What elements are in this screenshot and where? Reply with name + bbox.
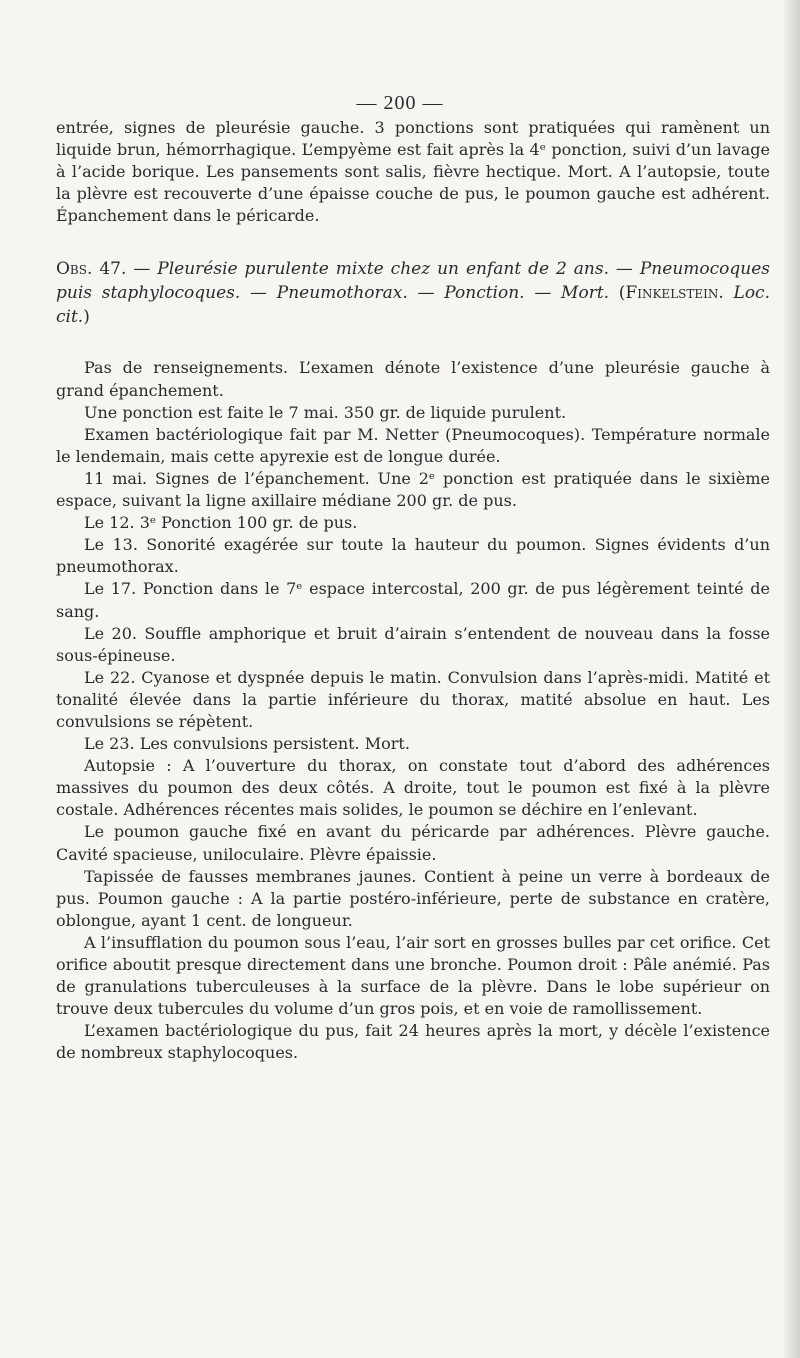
body-paragraph: 11 mai. Signes de l’épanchement. Une 2ᵉ ponction est pratiquée dans le sixième espace, suivant la ligne axillaire médiane 200 gr. de pus. — [56, 468, 770, 511]
body-paragraph: Le 12. 3ᵉ Ponction 100 gr. de pus. — [84, 513, 358, 533]
body-paragraph: Une ponction est faite le 7 mai. 350 gr. de liquide purulent. — [84, 402, 567, 422]
body-paragraph: Tapissée de fausses membranes jaunes. Contient à peine un verre à bordeaux de pus. Poumon gauche : A la partie postéro-inférieure, perte de substance en cratère, oblongue, ayant 1 cent. de longueur. — [56, 866, 770, 930]
body-paragraph: L’examen bactériologique du pus, fait 24 heures après la mort, y décèle l’existence de nombreux staphylocoques. — [56, 1021, 770, 1063]
body-paragraph: Le 23. Les convulsions persistent. Mort. — [84, 734, 410, 754]
body-paragraph: Le poumon gauche fixé en avant du péricarde par adhérences. Plèvre gauche. Cavité spacieuse, uniloculaire. Plèvre épaissie. — [56, 822, 770, 864]
observation-heading — [56, 257, 770, 329]
body-paragraph: Pas de renseignements. L’examen dénote l’existence d’une pleurésie gauche à grand épanchement. — [56, 358, 770, 400]
observation-reference: Loc. cit. — [56, 283, 770, 328]
body-paragraph: Le 20. Souffle amphorique et bruit d’airain s’entendent de nouveau dans la fosse sous-épineuse. — [56, 623, 770, 665]
body-paragraph: Le 13. Sonorité exagérée sur toute la hauteur du poumon. Signes évidents d’un pneumothorax. — [56, 535, 770, 577]
observation-title: — Pleurésie purulente mixte chez un enfant de 2 ans. — Pneumocoques puis staphylocoques. — Pneumothorax. — Ponction. — Mort. — [56, 259, 770, 304]
body-paragraph: Le 22. Cyanose et dyspnée depuis le matin. Convulsion dans l’après-midi. Matité et tonalité élevée dans la partie inférieure du thorax, matité absolue en haut. Les convulsions se répètent. — [56, 667, 770, 731]
observation-close: ) — [83, 307, 90, 328]
body-paragraph: A l’insufflation du poumon sous l’eau, l’air sort en grosses bulles par cet orifice. Cet orifice aboutit presque directement dans une bronche. Poumon droit : Pâle anémié. Pas de granulations tuberculeuses à la surface de la plèvre. Dans le lobe supérieur on trouve deux tubercules du volume d’un gros pois, et en voie de ramollissement. — [56, 932, 770, 1019]
page-number: — 200 — — [356, 92, 444, 114]
observation-label: Obs. 47. — [56, 259, 127, 280]
paragraph-intro: entrée, signes de pleurésie gauche. 3 ponctions sont pratiquées qui ramènent un liquide brun, hémorrhagique. L’empyème est fait après la 4ᵉ ponction, suivi d’un lavage à l’acide borique. Les pansements sont salis, fièvre hectique. Mort. A l’autopsie, toute la plèvre est recouverte d’une épaisse couche de pus, le poumon gauche est adhérent. Épanchement dans le péricarde. — [56, 118, 770, 226]
body-paragraph: Autopsie : A l’ouverture du thorax, on constate tout d’abord des adhérences massives du poumon des deux côtés. A droite, tout le poumon est fixé à la plèvre costale. Adhérences récentes mais solides, le poumon se déchire en l’enlevant. — [56, 756, 770, 820]
page-text — [56, 92, 770, 1064]
body-paragraph: Le 17. Ponction dans le 7ᵉ espace intercostal, 200 gr. de pus légèrement teinté de sang. — [56, 579, 770, 621]
body-paragraph: Examen bactériologique fait par M. Netter (Pneumocoques). Température normale le lendemain, mais cette apyrexie est de longue durée. — [56, 424, 770, 466]
page-edge-shadow — [782, 0, 800, 1358]
observation-author: (Finkelstein. — [618, 283, 734, 304]
